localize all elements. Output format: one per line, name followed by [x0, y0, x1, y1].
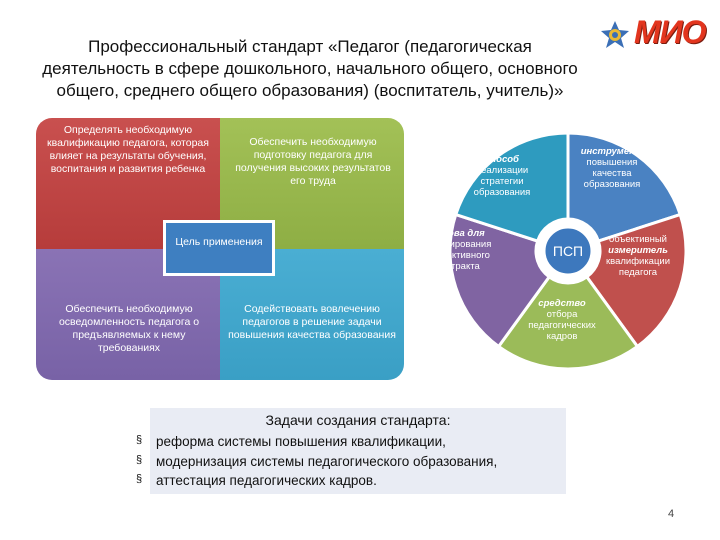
task-item — [136, 473, 377, 488]
logo — [600, 12, 704, 56]
bullet-icon: § — [136, 454, 143, 466]
task-item-text: реформа системы повышения квалификации, — [156, 434, 446, 449]
title-line-3: общего, среднего общего образования) (воспитатель, учитель)» — [56, 81, 564, 100]
bullet-icon: § — [136, 434, 143, 446]
logo-text: МИО — [634, 14, 706, 50]
task-item — [136, 434, 446, 449]
bullet-icon: § — [136, 473, 143, 485]
title-line-2: деятельность в сфере дошкольного, начального общего, основного — [42, 59, 578, 78]
quadrant-bottom-right-text: Содействовать вовлечению педагогов в решение задачи повышения качества образования — [228, 303, 396, 341]
quadrant-top-right-text: Обеспечить необходимую подготовку педагога для получения высоких результатов его труда — [235, 136, 391, 187]
quadrant-bottom-left-text: Обеспечить необходимую осведомленность педагога о предъявляемых к нему требованиях — [58, 303, 200, 354]
psp-center-label: ПСП — [552, 243, 584, 259]
wheel-segment-label: объективный измеритель квалификации педагога — [605, 234, 671, 278]
logo-emblem-icon — [600, 20, 630, 50]
task-item — [136, 454, 498, 469]
page-number: 4 — [668, 508, 675, 520]
page-title — [30, 36, 590, 102]
task-item-text: модернизация системы педагогического образования, — [156, 454, 498, 469]
task-item-text: аттестация педагогических кадров. — [156, 473, 377, 488]
psp-wheel-diagram — [424, 128, 704, 374]
wheel-segment-label: способ реализации стратегии образования — [473, 154, 531, 198]
wheel-segment-label: инструмент повышения качества образования — [580, 146, 644, 190]
quadrant-top-left-text: Определять необходимую квалификацию педагога, которая влияет на результаты обучения, воспитания и развития ребенка — [47, 124, 209, 175]
wheel-segment-label: средство отбора педагогических кадров — [528, 298, 596, 342]
goals-quadrant-diagram — [36, 118, 404, 380]
wheel-segment-label: основа для формирования эффективного контракта — [424, 228, 492, 272]
tasks-title: Задачи создания стандарта: — [265, 412, 451, 428]
title-line-1: Профессиональный стандарт «Педагог (педагогическая — [88, 37, 532, 56]
tasks-box — [136, 408, 566, 494]
purpose-center-box: Цель применения — [163, 220, 275, 276]
